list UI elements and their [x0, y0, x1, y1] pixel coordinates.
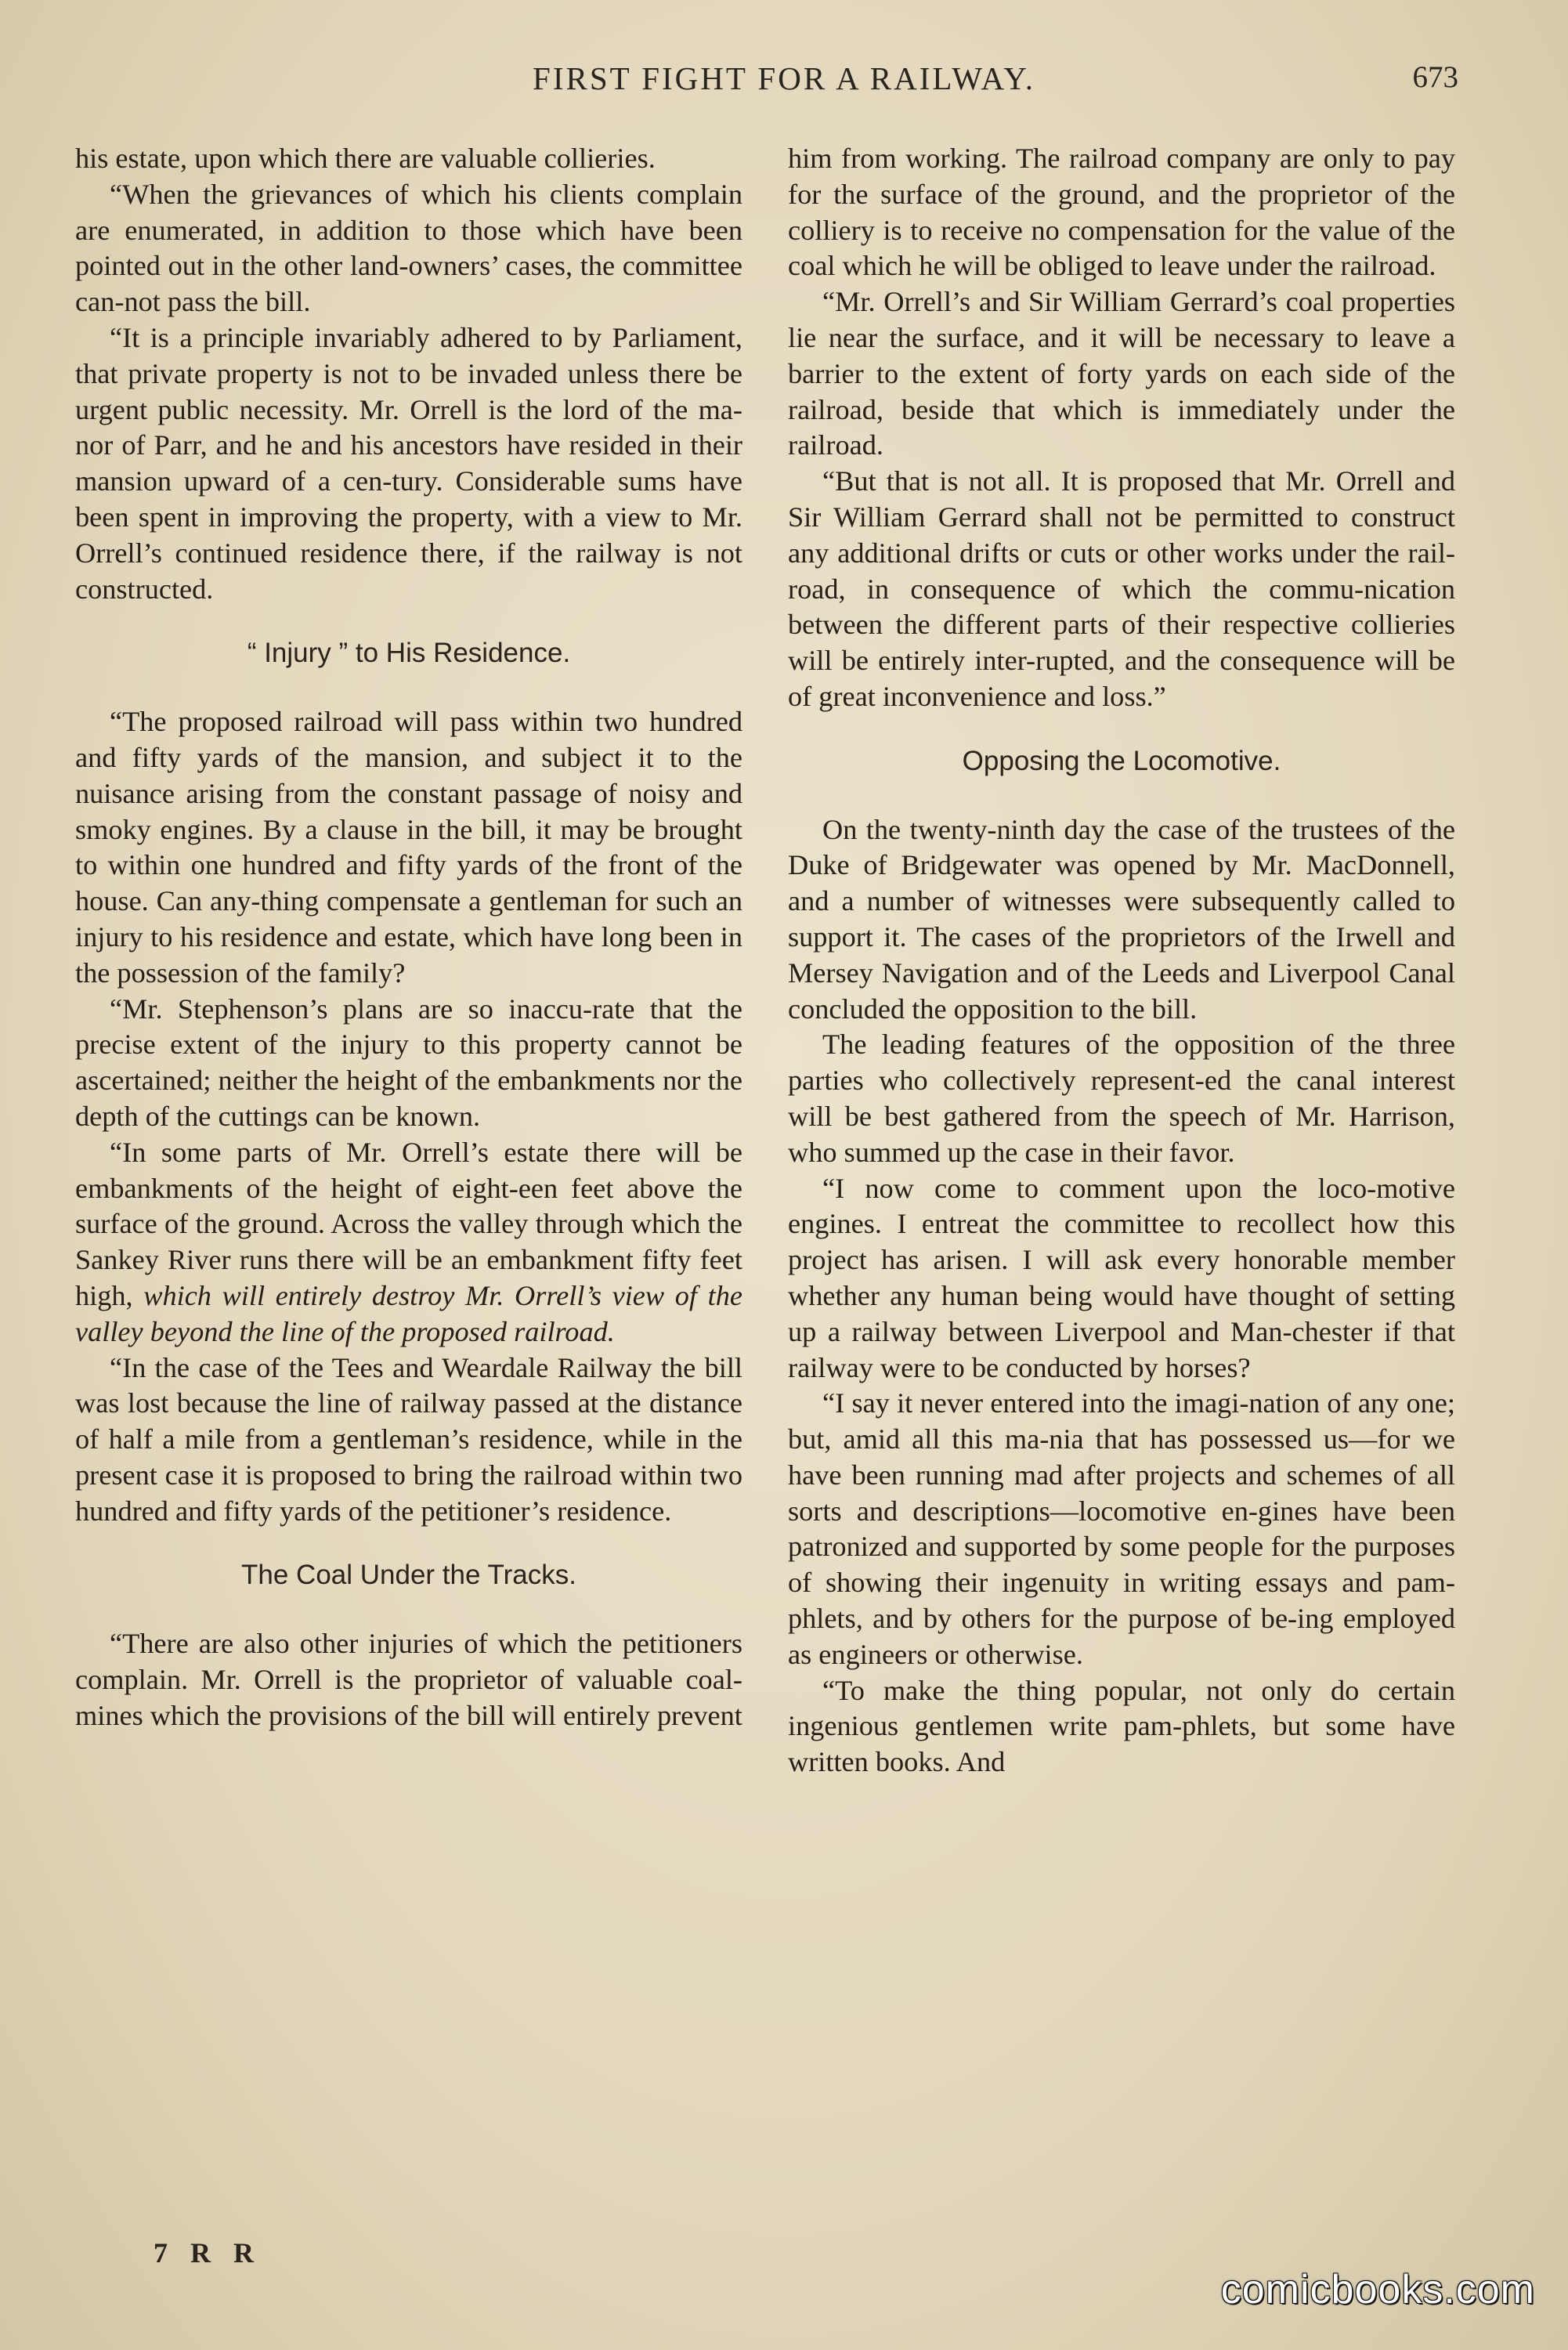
paragraph: his estate, upon which there are valuable collieries. [75, 143, 656, 174]
section-heading-locomotive: Opposing the Locomotive. [962, 745, 1281, 776]
page-number: 673 [1412, 60, 1458, 94]
paragraph: “In the case of the Tees and Weardale Railway the bill was lost because the line of railway passed at the distance of half a mile from a gentleman’s residence, while in the present case it is proposed to bring the railroad within two hundred and fifty yards of the petitioner’s residence. [75, 1351, 742, 1527]
paragraph: The leading features of the opposition of the three parties who collectively represent-ed the canal interest will be best gathered from the speech of Mr. Harrison, who summed up the case in their favor. [788, 1029, 1455, 1168]
paragraph-with-italic [75, 1135, 742, 1350]
paragraph: “To make the thing popular, not only do certain ingenious gentlemen write pam-phlets, but some have written books. And [788, 1674, 1455, 1778]
running-title: FIRST FIGHT FOR A RAILWAY. [533, 60, 1035, 96]
watermark: comicbooks.com [1220, 2267, 1535, 2312]
paragraph: “But that is not all. It is proposed that Mr. Orrell and Sir William Gerrard shall not be permitted to construct any additional drifts or cuts or other works under the rail-road, in consequence of which the commu-nication between the different parts of their respective collieries will be entirely inter-rupted, and the consequence will be of great inconvenience and loss.” [788, 465, 1455, 712]
paragraph: “It is a principle invariably adhered to by Parliament, that private property is not to be invaded unless there be urgent public necessity. Mr. Orrell is the lord of the ma-nor of Parr, and he and his ancestors have resided in their mansion upward of a cen-tury. Considerable sums have been spent in improving the property, with a view to Mr. Orrell’s continued residence there, if the railway is not constructed. [75, 321, 742, 605]
section-heading-coal: The Coal Under the Tracks. [241, 1560, 576, 1591]
running-head [0, 60, 1568, 107]
paragraph: him from working. The railroad company are only to pay for the surface of the ground, and the proprietor of the colliery is to receive no compensation for the value of the coal which he will be obliged to leave under the railroad. [788, 143, 1455, 282]
paragraph-text: “In some parts of Mr. Orrell’s estate there will be embankments of the height of eight-een feet above the surface of the ground. Across the valley through which the Sankey River runs there will be an embankment fifty feet high, [75, 1136, 742, 1311]
italic-emphasis: which will entirely destroy Mr. Orrell’s view of the valley beyond the line of the proposed railroad. [75, 1279, 742, 1347]
paragraph: “When the grievances of which his clients complain are enumerated, in addition to those which have been pointed out in the other land-owners’ cases, the committee can-not pass the bill. [75, 178, 742, 318]
paragraph: On the twenty-ninth day the case of the trustees of the Duke of Bridgewater was opened by Mr. MacDonnell, and a number of witnesses were subsequently called to support it. The cases of the proprietors of the Irwell and Mersey Navigation and of the Leeds and Liverpool Canal concluded the opposition to the bill. [788, 813, 1455, 1025]
paragraph: “There are also other injuries of which the petitioners complain. Mr. Orrell is the proprietor of valuable coal-mines which the provisions of the bill will entirely prevent [75, 1628, 742, 1731]
right-column [788, 141, 1455, 1781]
section-heading-injury: “ Injury ” to His Residence. [247, 638, 571, 669]
paragraph: “Mr. Orrell’s and Sir William Gerrard’s coal properties lie near the surface, and it will be necessary to leave a barrier to the extent of forty yards on each side of the railroad, beside that which is immediately under the railroad. [788, 286, 1455, 461]
left-column [75, 141, 742, 1734]
paragraph: “I say it never entered into the imagi-nation of any one; but, amid all this ma-nia that has possessed us—for we have been running mad after projects and schemes of all sorts and descriptions—locomotive en-gines have been patronized and supported by some people for the purposes of showing their ingenuity in writing essays and pam-phlets, and by others for the purpose of be-ing employed as engineers or otherwise. [788, 1387, 1455, 1670]
paragraph: “I now come to comment upon the loco-motive engines. I entreat the committee to recollect how this project has arisen. I will ask every honorable member whether any human being would have thought of setting up a railway between Liverpool and Man-chester if that railway were to be conducted by horses? [788, 1172, 1455, 1383]
paragraph: “Mr. Stephenson’s plans are so inaccu-rate that the precise extent of the injury to this property cannot be ascertained; neither the height of the embankments nor the depth of the cuttings can be known. [75, 992, 742, 1132]
signature-mark: 7 R R [154, 2237, 262, 2269]
paragraph: “The proposed railroad will pass within two hundred and fifty yards of the mansion, and subject it to the nuisance arising from the constant passage of noisy and smoky engines. By a clause in the bill, it may be brought to within one hundred and fifty yards of the front of the house. Can any-thing compensate a gentleman for such an injury to his residence and estate, which have long been in the possession of the family? [75, 706, 742, 989]
